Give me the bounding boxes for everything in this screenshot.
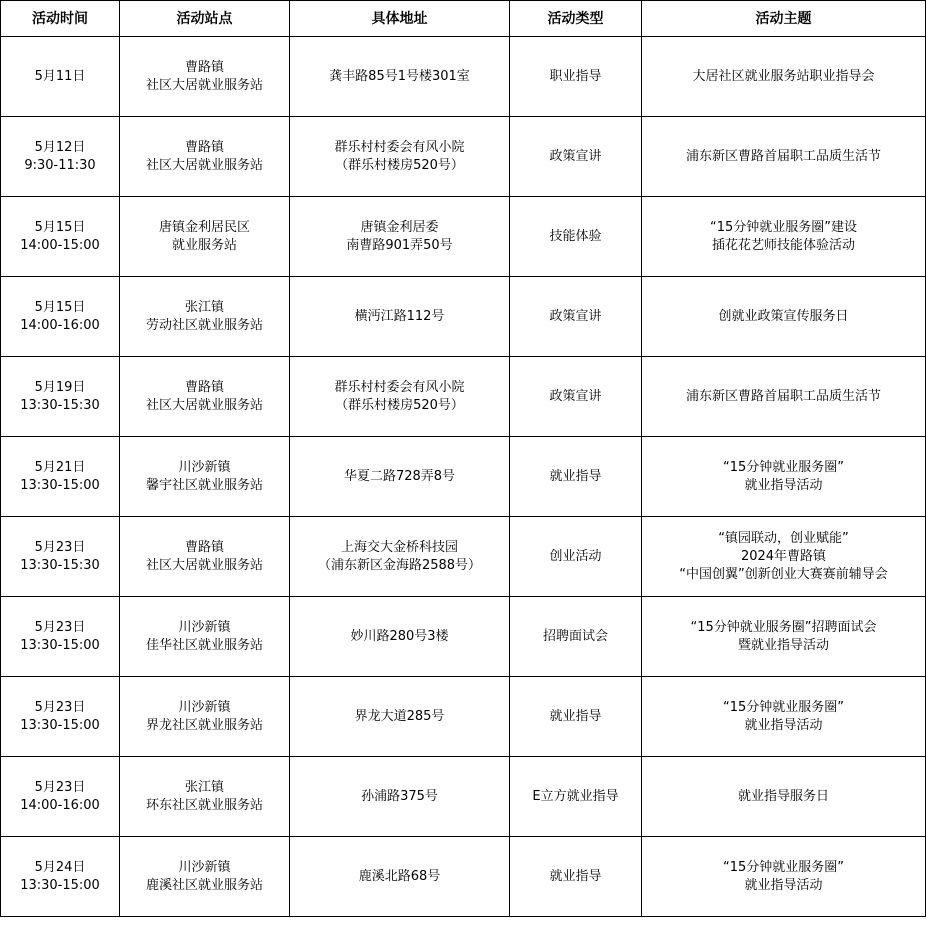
time-cell [1, 597, 120, 677]
header-time: 活动时间 [1, 1, 120, 37]
site-cell [120, 837, 290, 917]
time-cell-line: 14:00-16:00 [20, 317, 100, 333]
time-cell [1, 837, 120, 917]
address-cell-line: （群乐村楼房520号） [335, 397, 464, 413]
address-cell-line: 群乐村村委会有风小院 [334, 139, 465, 155]
type-cell [510, 437, 642, 517]
site-cell-line: 川沙新镇 [178, 619, 231, 635]
theme-cell [642, 837, 926, 917]
table-row [1, 517, 926, 597]
header-theme: 活动主题 [642, 1, 926, 37]
site-cell [120, 37, 290, 117]
type-cell [510, 517, 642, 597]
address-cell [290, 837, 510, 917]
time-cell [1, 37, 120, 117]
header-site: 活动站点 [120, 1, 290, 37]
site-cell [120, 117, 290, 197]
type-cell [510, 117, 642, 197]
time-cell-line: 5月23日 [34, 539, 86, 555]
theme-cell-line: “15分钟就业服务圈” [722, 459, 844, 475]
header-row [1, 1, 926, 37]
address-cell-line: 横沔江路112号 [354, 308, 445, 324]
time-cell [1, 277, 120, 357]
address-cell-line: 鹿溪北路68号 [358, 868, 441, 884]
header-address: 具体地址 [290, 1, 510, 37]
time-cell [1, 357, 120, 437]
type-cell [510, 597, 642, 677]
theme-cell [642, 37, 926, 117]
time-cell-line: 5月24日 [34, 859, 86, 875]
address-cell [290, 277, 510, 357]
theme-cell-line: “镇园联动，创业赋能” [718, 530, 849, 546]
time-cell [1, 197, 120, 277]
theme-cell-line: 就业指导服务日 [737, 788, 829, 804]
address-cell [290, 437, 510, 517]
address-cell [290, 197, 510, 277]
time-cell [1, 757, 120, 837]
theme-cell-line: 浦东新区曹路首届职工品质生活节 [685, 148, 881, 164]
site-cell-line: 曹路镇 [184, 59, 224, 75]
table-row [1, 677, 926, 757]
site-cell-line: 川沙新镇 [178, 459, 231, 475]
table-row [1, 757, 926, 837]
site-cell-line: 界龙社区就业服务站 [145, 717, 263, 733]
time-cell-line: 5月23日 [34, 779, 86, 795]
time-cell-line: 5月23日 [34, 619, 86, 635]
theme-cell-line: 暨就业指导活动 [737, 637, 829, 653]
theme-cell [642, 357, 926, 437]
theme-cell-line: 就业指导活动 [744, 477, 823, 493]
type-cell-text: 就业指导 [549, 708, 602, 724]
theme-cell [642, 517, 926, 597]
time-cell-line: 5月21日 [34, 459, 86, 475]
time-cell [1, 677, 120, 757]
theme-cell [642, 117, 926, 197]
type-cell [510, 837, 642, 917]
time-cell-line: 13:30-15:30 [20, 557, 100, 573]
table-row [1, 197, 926, 277]
theme-cell [642, 277, 926, 357]
time-cell [1, 437, 120, 517]
type-cell-text: 创业活动 [549, 548, 602, 564]
theme-cell-line: “15分钟就业服务圈”招聘面试会 [690, 619, 877, 635]
table-row [1, 437, 926, 517]
site-cell [120, 677, 290, 757]
type-cell-text: 就业指导 [549, 468, 602, 484]
time-cell-line: 5月12日 [34, 139, 86, 155]
address-cell-line: 唐镇金利居委 [360, 219, 439, 235]
type-cell [510, 197, 642, 277]
time-cell-line: 13:30-15:00 [20, 877, 100, 893]
address-cell-line: 南曹路901弄50号 [346, 237, 453, 253]
table-row [1, 37, 926, 117]
type-cell-text: 招聘面试会 [542, 628, 608, 644]
time-cell [1, 117, 120, 197]
table-header [1, 1, 926, 37]
theme-cell-line: “15分钟就业服务圈”建设 [709, 219, 857, 235]
site-cell-line: 社区大居就业服务站 [145, 77, 263, 93]
site-cell-line: 曹路镇 [184, 139, 224, 155]
site-cell [120, 437, 290, 517]
time-cell-line: 13:30-15:30 [20, 397, 100, 413]
theme-cell [642, 197, 926, 277]
time-cell [1, 517, 120, 597]
time-cell-line: 14:00-16:00 [20, 797, 100, 813]
site-cell-line: 环东社区就业服务站 [145, 797, 263, 813]
theme-cell-line: “15分钟就业服务圈” [722, 699, 844, 715]
theme-cell-line: 就业指导活动 [744, 717, 823, 733]
type-cell-text: 就业指导 [549, 868, 602, 884]
theme-cell [642, 437, 926, 517]
site-cell-line: 川沙新镇 [178, 699, 231, 715]
table-row [1, 837, 926, 917]
time-cell-line: 5月11日 [34, 68, 86, 84]
type-cell [510, 37, 642, 117]
site-cell-line: 曹路镇 [184, 539, 224, 555]
address-cell [290, 597, 510, 677]
address-cell [290, 757, 510, 837]
site-cell-line: 曹路镇 [184, 379, 224, 395]
site-cell-line: 社区大居就业服务站 [145, 157, 263, 173]
site-cell-line: 张江镇 [184, 299, 224, 315]
site-cell-line: 馨宇社区就业服务站 [145, 477, 263, 493]
address-cell [290, 357, 510, 437]
time-cell-line: 5月23日 [34, 699, 86, 715]
table-row [1, 357, 926, 437]
type-cell-text: E立方就业指导 [532, 788, 619, 804]
site-cell-line: 鹿溪社区就业服务站 [145, 877, 263, 893]
time-cell-line: 13:30-15:00 [20, 717, 100, 733]
type-cell-text: 政策宣讲 [549, 388, 602, 404]
site-cell-line: 就业服务站 [171, 237, 237, 253]
address-cell [290, 37, 510, 117]
time-cell-line: 13:30-15:00 [20, 637, 100, 653]
type-cell-text: 技能体验 [549, 228, 602, 244]
time-cell-line: 5月15日 [34, 219, 86, 235]
site-cell-line: 社区大居就业服务站 [145, 397, 263, 413]
address-cell [290, 677, 510, 757]
site-cell [120, 517, 290, 597]
theme-cell-line: 创就业政策宣传服务日 [718, 308, 849, 324]
header-type: 活动类型 [510, 1, 642, 37]
site-cell-line: 川沙新镇 [178, 859, 231, 875]
site-cell-line: 社区大居就业服务站 [145, 557, 263, 573]
table-body [1, 37, 926, 917]
address-cell [290, 517, 510, 597]
theme-cell-line: 就业指导活动 [744, 877, 823, 893]
theme-cell [642, 677, 926, 757]
table-row [1, 277, 926, 357]
site-cell [120, 277, 290, 357]
site-cell [120, 597, 290, 677]
theme-cell-line: “中国创翼”创新创业大赛赛前辅导会 [679, 566, 888, 582]
site-cell [120, 197, 290, 277]
address-cell-line: 龚丰路85号1号楼301室 [329, 68, 470, 84]
theme-cell-line: 大居社区就业服务站职业指导会 [692, 68, 875, 84]
site-cell [120, 357, 290, 437]
site-cell-line: 唐镇金利居民区 [158, 219, 250, 235]
site-cell-line: 劳动社区就业服务站 [145, 317, 263, 333]
table-row [1, 597, 926, 677]
time-cell-line: 14:00-15:00 [20, 237, 100, 253]
site-cell-line: 张江镇 [184, 779, 224, 795]
type-cell [510, 357, 642, 437]
address-cell [290, 117, 510, 197]
type-cell-text: 政策宣讲 [549, 148, 602, 164]
theme-cell-line: 浦东新区曹路首届职工品质生活节 [685, 388, 881, 404]
address-cell-line: （群乐村楼房520号） [335, 157, 464, 173]
type-cell [510, 277, 642, 357]
time-cell-line: 5月19日 [34, 379, 86, 395]
type-cell-text: 政策宣讲 [549, 308, 602, 324]
address-cell-line: 华夏二路728弄8号 [343, 468, 456, 484]
site-cell [120, 757, 290, 837]
table-row [1, 117, 926, 197]
time-cell-line: 9:30-11:30 [24, 157, 96, 173]
time-cell-line: 13:30-15:00 [20, 477, 100, 493]
type-cell [510, 757, 642, 837]
theme-cell-line: “15分钟就业服务圈” [722, 859, 844, 875]
theme-cell-line: 插花花艺师技能体验活动 [711, 237, 855, 253]
address-cell-line: （浦东新区金海路2588号） [317, 557, 482, 573]
address-cell-line: 上海交大金桥科技园 [340, 539, 458, 555]
type-cell [510, 677, 642, 757]
theme-cell-line: 2024年曹路镇 [740, 548, 827, 564]
theme-cell [642, 597, 926, 677]
type-cell-text: 职业指导 [549, 68, 602, 84]
address-cell-line: 群乐村村委会有风小院 [334, 379, 465, 395]
site-cell-line: 佳华社区就业服务站 [145, 637, 263, 653]
address-cell-line: 孙浦路375号 [361, 788, 438, 804]
time-cell-line: 5月15日 [34, 299, 86, 315]
address-cell-line: 妙川路280号3楼 [350, 628, 449, 644]
address-cell-line: 界龙大道285号 [354, 708, 445, 724]
theme-cell [642, 757, 926, 837]
